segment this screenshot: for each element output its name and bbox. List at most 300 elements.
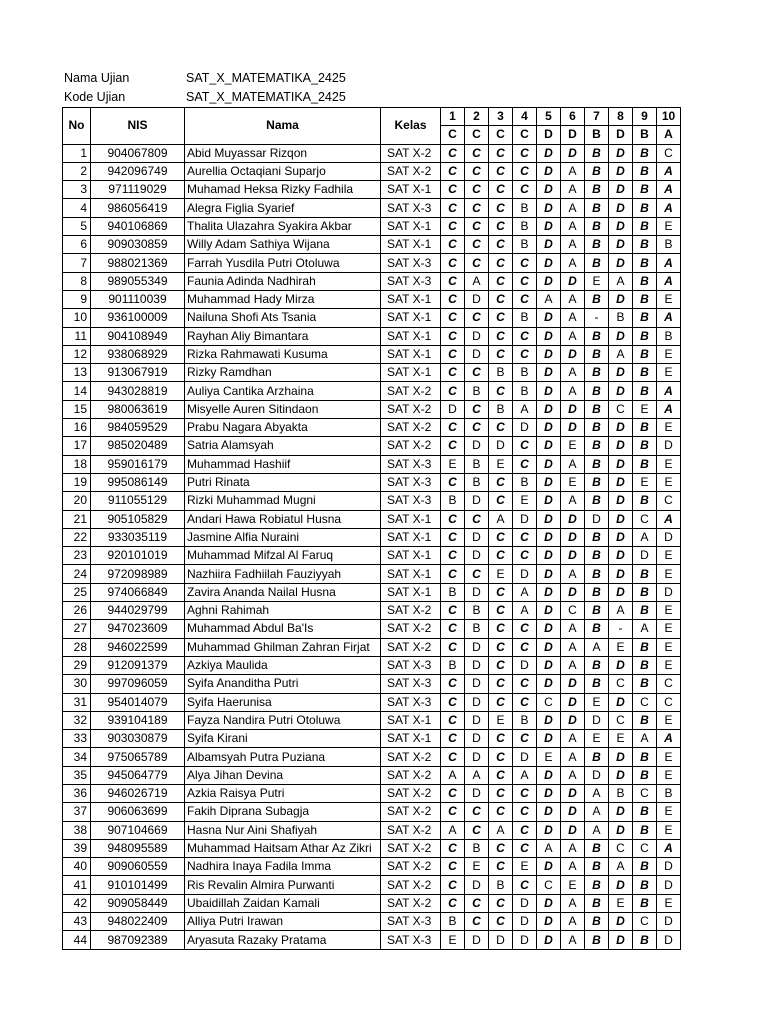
answer-cell: D	[657, 876, 681, 894]
answer-cell: D	[465, 290, 489, 308]
answer-cell: D	[537, 217, 561, 235]
answer-cell: A	[465, 766, 489, 784]
question-number: 8	[609, 108, 633, 126]
answer-cell: B	[585, 602, 609, 620]
answer-cell: D	[537, 547, 561, 565]
header-kelas: Kelas	[381, 108, 441, 145]
student-class: SAT X-3	[381, 455, 441, 473]
answer-cell: E	[657, 455, 681, 473]
row-number: 15	[63, 400, 91, 418]
answer-cell: D	[609, 803, 633, 821]
answer-cell: D	[657, 913, 681, 931]
answer-cell: C	[657, 144, 681, 162]
answer-cell: A	[657, 199, 681, 217]
answer-cell: C	[441, 803, 465, 821]
answer-cell: B	[633, 364, 657, 382]
answer-cell: B	[633, 748, 657, 766]
answer-cell: B	[489, 364, 513, 382]
answer-cell: D	[537, 236, 561, 254]
student-nis: 936100009	[91, 309, 185, 327]
row-number: 18	[63, 455, 91, 473]
answer-cell: D	[609, 510, 633, 528]
answer-cell: E	[561, 876, 585, 894]
answer-cell: C	[465, 913, 489, 931]
answer-cell: E	[657, 419, 681, 437]
row-number: 28	[63, 638, 91, 656]
row-number: 34	[63, 748, 91, 766]
row-number: 17	[63, 437, 91, 455]
answer-cell: D	[537, 419, 561, 437]
answer-cell: B	[633, 345, 657, 363]
answer-cell: B	[633, 254, 657, 272]
row-number: 26	[63, 602, 91, 620]
answer-cell: B	[633, 803, 657, 821]
row-number: 13	[63, 364, 91, 382]
student-name: Muhammad Abdul Ba'Is	[185, 620, 381, 638]
table-row	[63, 839, 681, 857]
answer-cell: D	[609, 162, 633, 180]
student-name: Muhammad Ghilman Zahran Firjat	[185, 638, 381, 656]
answer-cell: C	[441, 565, 465, 583]
answer-cell: D	[465, 711, 489, 729]
answer-cell: D	[609, 236, 633, 254]
answer-cell: A	[513, 400, 537, 418]
answer-cell: D	[609, 528, 633, 546]
answer-cell: A	[657, 400, 681, 418]
answer-cell: B	[633, 272, 657, 290]
answer-cell: -	[609, 620, 633, 638]
answer-key-cell: D	[561, 126, 585, 144]
answer-cell: C	[441, 437, 465, 455]
answer-cell: D	[537, 931, 561, 949]
answer-cell: C	[441, 711, 465, 729]
row-number: 39	[63, 839, 91, 857]
answer-cell: C	[489, 327, 513, 345]
answer-cell: C	[441, 327, 465, 345]
student-nis: 913067919	[91, 364, 185, 382]
student-class: SAT X-1	[381, 547, 441, 565]
student-nis: 905105829	[91, 510, 185, 528]
answer-cell: A	[561, 858, 585, 876]
answer-cell: D	[561, 400, 585, 418]
answer-cell: C	[489, 675, 513, 693]
answer-cell: D	[609, 217, 633, 235]
answer-cell: D	[609, 181, 633, 199]
answer-cell: B	[633, 492, 657, 510]
answer-cell: C	[513, 675, 537, 693]
answer-cell: C	[513, 437, 537, 455]
student-class: SAT X-1	[381, 236, 441, 254]
student-name: Muhammad Haitsam Athar Az Zikri	[185, 839, 381, 857]
student-name: Alya Jihan Devina	[185, 766, 381, 784]
answer-cell: A	[609, 272, 633, 290]
answer-cell: D	[561, 821, 585, 839]
answer-cell: D	[609, 419, 633, 437]
answer-cell: D	[609, 876, 633, 894]
answer-cell: B	[441, 492, 465, 510]
answer-cell: D	[537, 327, 561, 345]
answer-cell: D	[561, 419, 585, 437]
student-class: SAT X-3	[381, 931, 441, 949]
answer-cell: E	[585, 693, 609, 711]
answer-key-cell: A	[657, 126, 681, 144]
student-class: SAT X-1	[381, 327, 441, 345]
answer-cell: A	[561, 766, 585, 784]
answer-cell: C	[489, 620, 513, 638]
answer-cell: B	[489, 876, 513, 894]
student-name: Azkia Raisya Putri	[185, 784, 381, 802]
student-name: Muhammad Hashiif	[185, 455, 381, 473]
answer-cell: A	[561, 199, 585, 217]
answer-cell: B	[585, 327, 609, 345]
student-name: Fayza Nandira Putri Otoluwa	[185, 711, 381, 729]
answer-cell: C	[537, 693, 561, 711]
answer-cell: C	[489, 638, 513, 656]
student-name: Willy Adam Sathiya Wijana	[185, 236, 381, 254]
answer-cell: D	[633, 547, 657, 565]
answer-cell: B	[633, 638, 657, 656]
answer-cell: E	[465, 858, 489, 876]
question-number: 5	[537, 108, 561, 126]
answer-cell: C	[513, 839, 537, 857]
student-name: Andari Hawa Robiatul Husna	[185, 510, 381, 528]
answer-cell: C	[441, 748, 465, 766]
answer-cell: C	[441, 272, 465, 290]
student-class: SAT X-1	[381, 290, 441, 308]
student-nis: 910101499	[91, 876, 185, 894]
student-nis: 948095589	[91, 839, 185, 857]
row-number: 43	[63, 913, 91, 931]
answer-cell: C	[441, 858, 465, 876]
answer-cell: A	[561, 327, 585, 345]
student-class: SAT X-2	[381, 803, 441, 821]
answer-cell: B	[513, 236, 537, 254]
answer-cell: D	[465, 345, 489, 363]
student-nis: 947023609	[91, 620, 185, 638]
student-class: SAT X-2	[381, 766, 441, 784]
answer-cell: E	[657, 620, 681, 638]
student-class: SAT X-3	[381, 199, 441, 217]
answer-cell: D	[609, 492, 633, 510]
answer-cell: A	[561, 162, 585, 180]
answer-cell: C	[489, 345, 513, 363]
answer-cell: A	[465, 272, 489, 290]
answer-cell: A	[633, 730, 657, 748]
student-class: SAT X-3	[381, 272, 441, 290]
table-row	[63, 181, 681, 199]
student-nis: 933035119	[91, 528, 185, 546]
answer-cell: D	[465, 528, 489, 546]
answer-cell: B	[633, 290, 657, 308]
table-row	[63, 784, 681, 802]
answer-cell: B	[585, 931, 609, 949]
table-row	[63, 492, 681, 510]
answer-cell: C	[609, 400, 633, 418]
header-no: No	[63, 108, 91, 145]
answer-cell: C	[465, 217, 489, 235]
student-name: Prabu Nagara Abyakta	[185, 419, 381, 437]
answer-cell: E	[657, 894, 681, 912]
student-nis: 903030879	[91, 730, 185, 748]
row-number: 19	[63, 473, 91, 491]
table-row	[63, 876, 681, 894]
answer-cell: C	[609, 711, 633, 729]
answer-cell: B	[585, 492, 609, 510]
answer-cell: B	[633, 162, 657, 180]
answer-cell: C	[489, 419, 513, 437]
answer-cell: C	[441, 528, 465, 546]
answer-cell: B	[441, 583, 465, 601]
answer-cell: C	[441, 309, 465, 327]
answer-cell: D	[465, 638, 489, 656]
answer-key-cell: D	[609, 126, 633, 144]
answer-cell: D	[609, 693, 633, 711]
student-name: Jasmine Alfia Nuraini	[185, 528, 381, 546]
answer-cell: A	[561, 730, 585, 748]
answer-cell: A	[561, 931, 585, 949]
answer-cell: A	[585, 821, 609, 839]
table-row	[63, 620, 681, 638]
table-row	[63, 894, 681, 912]
answer-cell: B	[633, 711, 657, 729]
student-nis: 997096059	[91, 675, 185, 693]
answer-cell: E	[585, 730, 609, 748]
student-nis: 912091379	[91, 656, 185, 674]
answer-cell: E	[657, 748, 681, 766]
student-name: Rizky Ramdhan	[185, 364, 381, 382]
student-class: SAT X-3	[381, 675, 441, 693]
answer-cell: E	[441, 455, 465, 473]
answer-cell: D	[585, 510, 609, 528]
answer-key-cell: C	[441, 126, 465, 144]
answer-cell: C	[513, 290, 537, 308]
row-number: 8	[63, 272, 91, 290]
answer-cell: E	[657, 656, 681, 674]
answer-cell: C	[489, 913, 513, 931]
answer-cell: C	[609, 839, 633, 857]
student-class: SAT X-2	[381, 162, 441, 180]
student-class: SAT X-1	[381, 583, 441, 601]
student-class: SAT X-1	[381, 364, 441, 382]
student-nis: 985020489	[91, 437, 185, 455]
answer-cell: C	[513, 327, 537, 345]
table-row	[63, 693, 681, 711]
answer-cell: B	[585, 217, 609, 235]
answer-cell: D	[609, 583, 633, 601]
answer-cell: E	[657, 711, 681, 729]
table-row	[63, 602, 681, 620]
answer-cell: E	[657, 565, 681, 583]
table-row	[63, 711, 681, 729]
answer-cell: D	[609, 199, 633, 217]
answer-cell: A	[513, 602, 537, 620]
student-class: SAT X-2	[381, 876, 441, 894]
answer-cell: D	[609, 327, 633, 345]
student-class: SAT X-1	[381, 528, 441, 546]
answer-cell: C	[513, 620, 537, 638]
answer-cell: C	[441, 510, 465, 528]
answer-cell: A	[585, 784, 609, 802]
answer-cell: D	[609, 364, 633, 382]
answer-cell: A	[513, 583, 537, 601]
answer-cell: D	[657, 858, 681, 876]
answer-cell: D	[465, 876, 489, 894]
student-name: Azkiya Maulida	[185, 656, 381, 674]
answer-cell: A	[561, 181, 585, 199]
answer-cell: B	[585, 839, 609, 857]
student-class: SAT X-2	[381, 437, 441, 455]
answer-cell: C	[441, 547, 465, 565]
answer-cell: B	[585, 620, 609, 638]
question-number: 10	[657, 108, 681, 126]
answer-cell: A	[489, 510, 513, 528]
row-number: 21	[63, 510, 91, 528]
row-number: 11	[63, 327, 91, 345]
answer-cell: C	[441, 162, 465, 180]
student-nis: 911055129	[91, 492, 185, 510]
table-row	[63, 272, 681, 290]
student-name: Syifa Haerunisa	[185, 693, 381, 711]
answer-cell: D	[513, 913, 537, 931]
student-name: Albamsyah Putra Puziana	[185, 748, 381, 766]
student-class: SAT X-2	[381, 858, 441, 876]
answer-cell: B	[633, 858, 657, 876]
student-nis: 954014079	[91, 693, 185, 711]
answer-cell: B	[585, 656, 609, 674]
answer-cell: B	[633, 199, 657, 217]
table-row	[63, 565, 681, 583]
student-name: Faunia Adinda Nadhirah	[185, 272, 381, 290]
student-class: SAT X-3	[381, 492, 441, 510]
answer-cell: A	[561, 565, 585, 583]
student-name: Alliya Putri Irawan	[185, 913, 381, 931]
answer-cell: A	[657, 272, 681, 290]
answer-cell: A	[609, 858, 633, 876]
answer-cell: C	[441, 419, 465, 437]
answer-cell: D	[561, 675, 585, 693]
student-nis: 909060559	[91, 858, 185, 876]
student-nis: 987092389	[91, 931, 185, 949]
answer-cell: C	[441, 693, 465, 711]
answer-cell: A	[561, 492, 585, 510]
answer-cell: E	[657, 638, 681, 656]
answer-cell: D	[537, 199, 561, 217]
student-class: SAT X-2	[381, 821, 441, 839]
answer-cell: B	[465, 473, 489, 491]
table-row	[63, 382, 681, 400]
table-row	[63, 675, 681, 693]
row-number: 2	[63, 162, 91, 180]
answer-cell: B	[657, 236, 681, 254]
answer-cell: C	[465, 821, 489, 839]
row-number: 14	[63, 382, 91, 400]
answer-cell: C	[513, 730, 537, 748]
row-number: 6	[63, 236, 91, 254]
answer-cell: B	[585, 254, 609, 272]
answer-cell: D	[609, 913, 633, 931]
student-class: SAT X-2	[381, 748, 441, 766]
answer-cell: D	[513, 748, 537, 766]
answer-cell: B	[633, 931, 657, 949]
student-name: Satria Alamsyah	[185, 437, 381, 455]
student-nis: 995086149	[91, 473, 185, 491]
answer-cell: D	[561, 144, 585, 162]
answer-cell: B	[585, 858, 609, 876]
answer-cell: C	[513, 272, 537, 290]
answer-cell: D	[561, 528, 585, 546]
row-number: 29	[63, 656, 91, 674]
table-row	[63, 364, 681, 382]
answer-cell: C	[489, 382, 513, 400]
student-nis: 944029799	[91, 602, 185, 620]
row-number: 37	[63, 803, 91, 821]
header-nama: Nama	[185, 108, 381, 145]
answer-cell: C	[441, 364, 465, 382]
answer-cell: C	[561, 602, 585, 620]
answer-cell: A	[561, 382, 585, 400]
answer-cell: D	[537, 894, 561, 912]
answer-cell: E	[609, 894, 633, 912]
answer-cell: B	[465, 620, 489, 638]
answer-cell: D	[609, 437, 633, 455]
answer-cell: C	[489, 583, 513, 601]
answer-cell: B	[585, 547, 609, 565]
answer-cell: C	[489, 492, 513, 510]
answer-cell: D	[561, 784, 585, 802]
answer-cell: C	[489, 784, 513, 802]
student-name: Nailuna Shofi Ats Tsania	[185, 309, 381, 327]
answer-cell: D	[489, 437, 513, 455]
student-name: Aurellia Octaqiani Suparjo	[185, 162, 381, 180]
student-name: Aryasuta Razaky Pratama	[185, 931, 381, 949]
kode-ujian-label: Kode Ujian	[64, 90, 126, 104]
answer-key-cell: B	[585, 126, 609, 144]
student-class: SAT X-1	[381, 510, 441, 528]
table-row	[63, 510, 681, 528]
answer-cell: C	[489, 858, 513, 876]
answer-cell: E	[657, 766, 681, 784]
answer-cell: B	[633, 602, 657, 620]
answer-cell: B	[513, 309, 537, 327]
answer-cell: E	[633, 400, 657, 418]
answer-cell: D	[609, 382, 633, 400]
answer-cell: D	[465, 583, 489, 601]
answer-cell: C	[489, 602, 513, 620]
table-row	[63, 730, 681, 748]
answer-cell: B	[585, 400, 609, 418]
student-class: SAT X-3	[381, 913, 441, 931]
student-class: SAT X-3	[381, 656, 441, 674]
answer-cell: B	[585, 144, 609, 162]
student-class: SAT X-2	[381, 419, 441, 437]
answer-cell: C	[633, 839, 657, 857]
answer-cell: C	[657, 675, 681, 693]
answer-cell: C	[441, 839, 465, 857]
answer-cell: C	[441, 638, 465, 656]
row-number: 4	[63, 199, 91, 217]
table-row	[63, 309, 681, 327]
table-row	[63, 345, 681, 363]
row-number: 31	[63, 693, 91, 711]
answer-cell: C	[609, 675, 633, 693]
answer-cell: C	[465, 162, 489, 180]
answer-cell: B	[633, 656, 657, 674]
answer-cell: D	[657, 528, 681, 546]
answer-cell: E	[441, 931, 465, 949]
answer-cell: E	[657, 803, 681, 821]
answer-cell: D	[537, 437, 561, 455]
answer-cell: C	[489, 693, 513, 711]
